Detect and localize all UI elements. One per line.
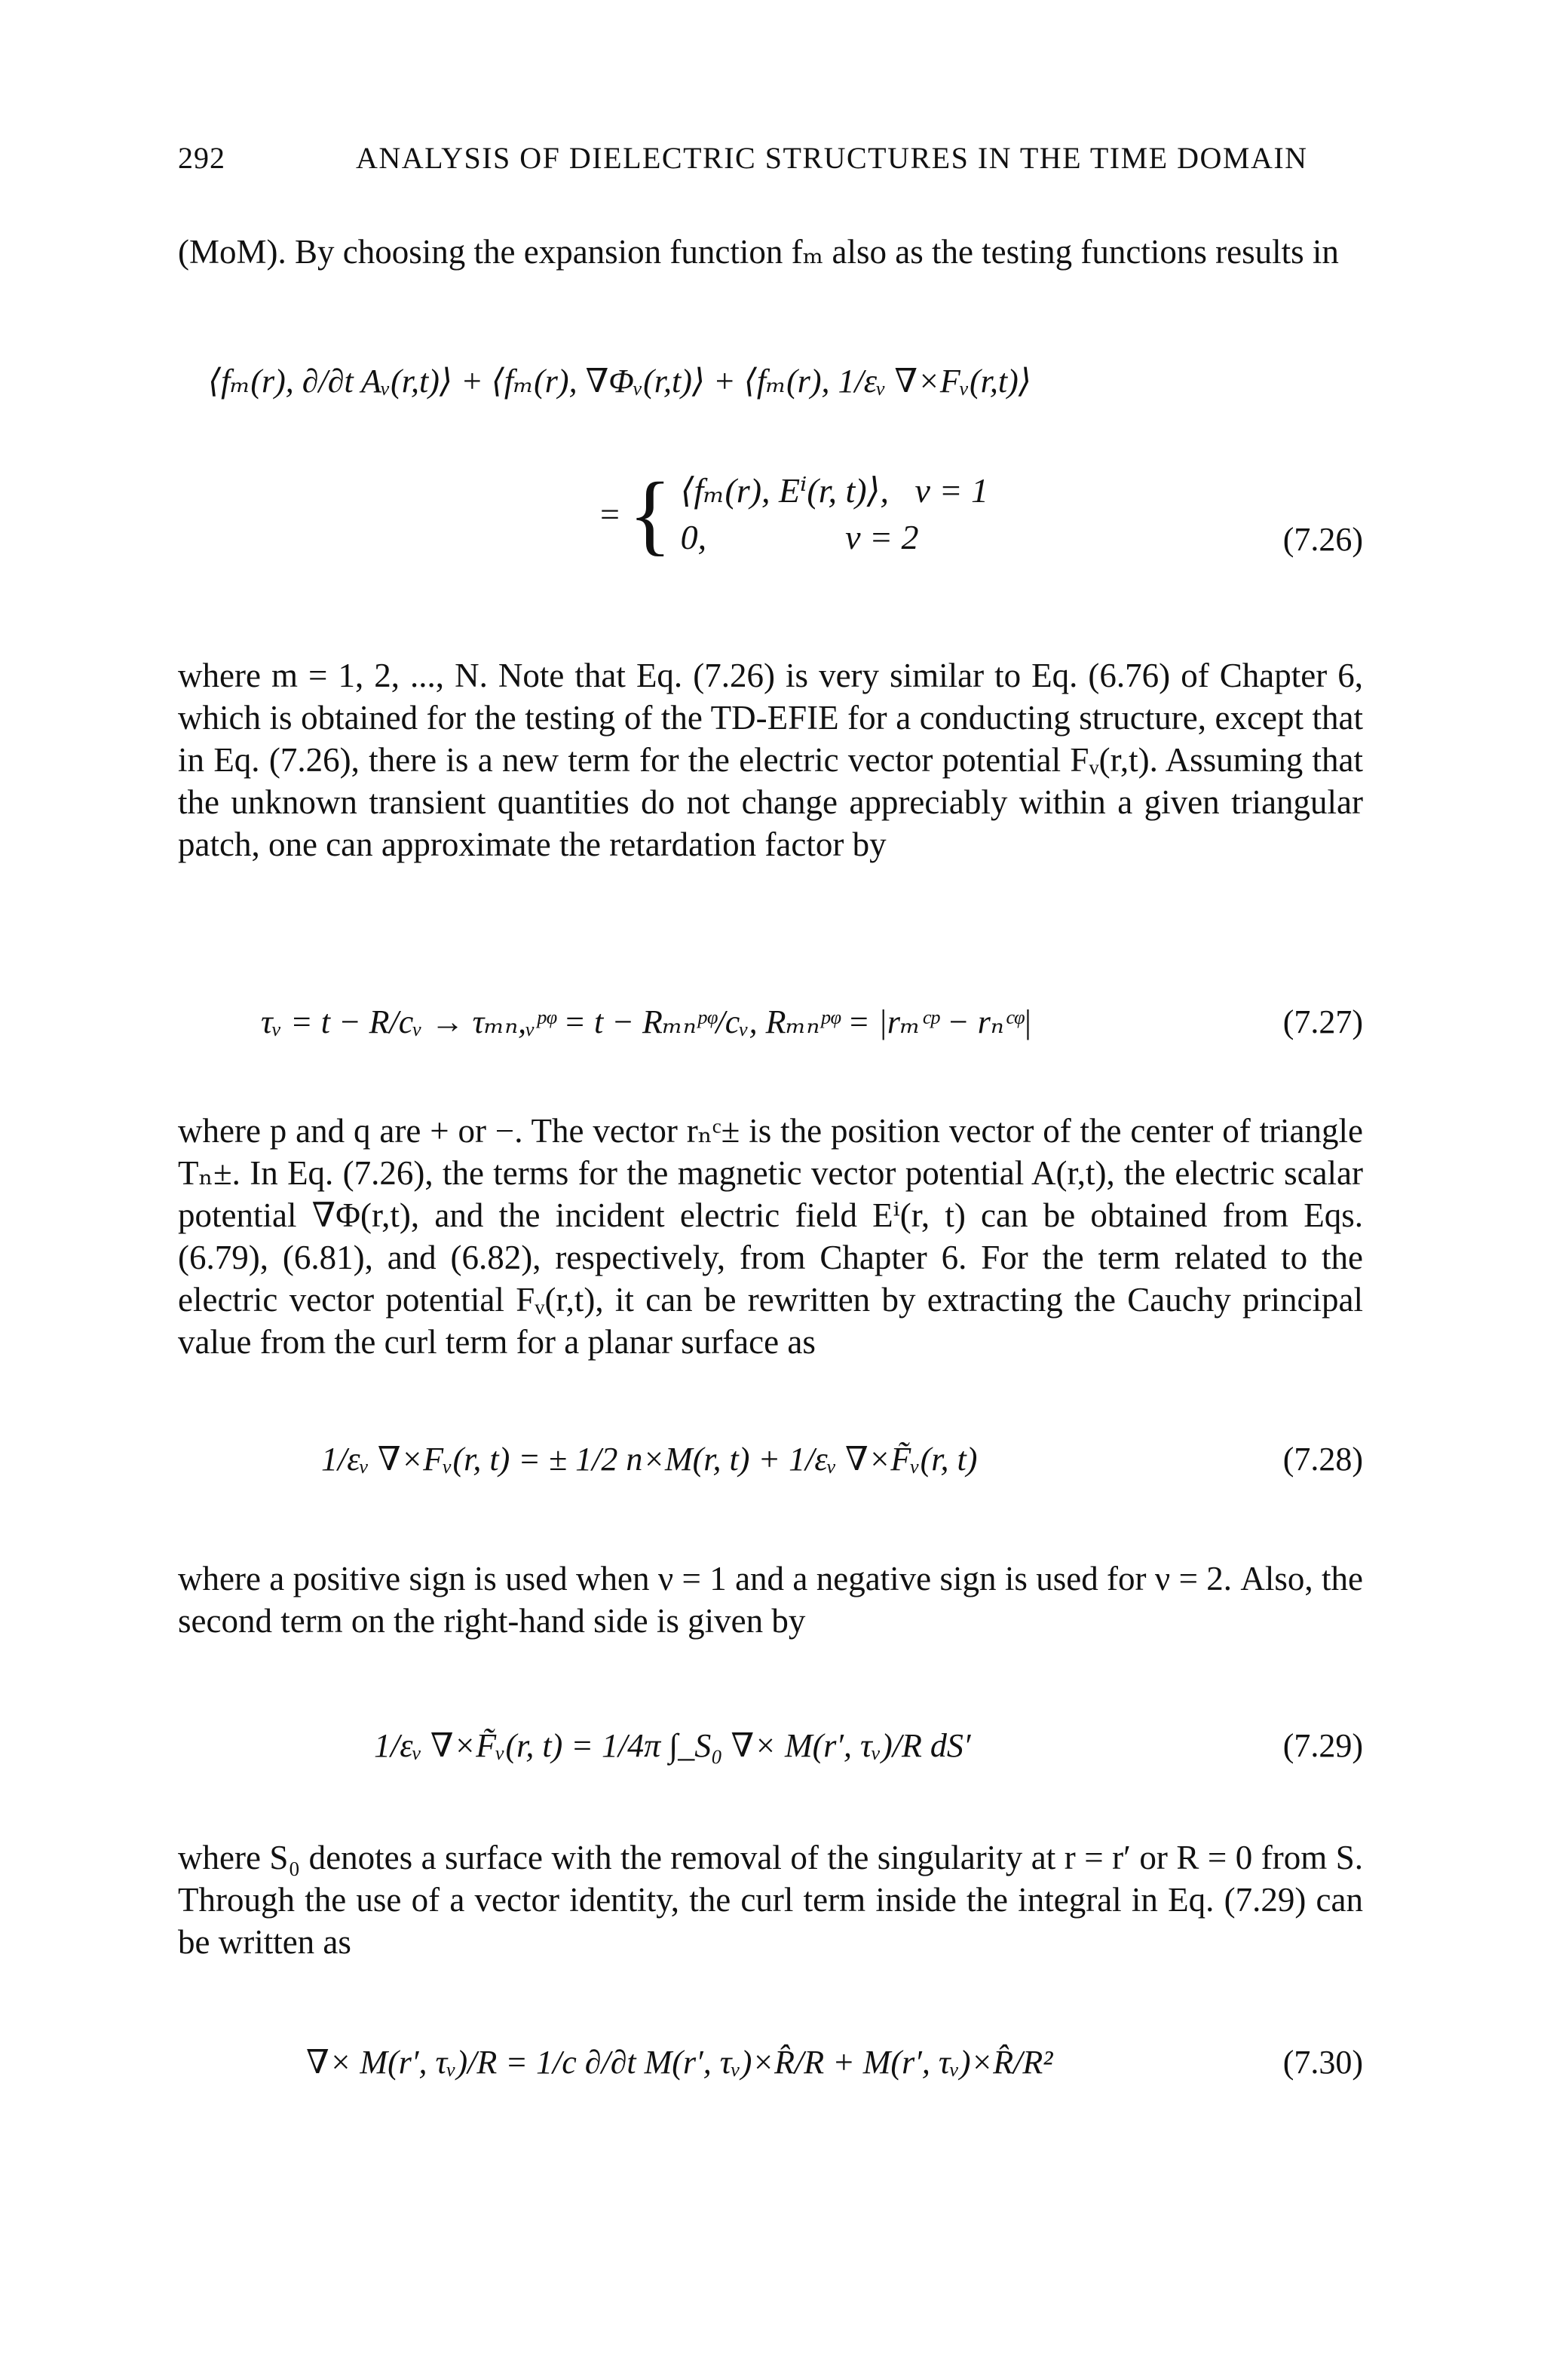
paragraph-intro: (MoM). By choosing the expansion function fₘ also as the testing functions results in <box>178 233 1339 271</box>
paragraph-after-7-26: where m = 1, 2, ..., N. Note that Eq. (7.26) is very similar to Eq. (6.76) of Chapter 6, which is obtained for the testing of the TD-EFIE for a conducting structure, except that in Eq. (7.26), there is a new term for the electric vector potential Fᵥ(r,t). Assuming that the unknown transient quantities do not change appreciably within a given triangular patch, one can approximate the retardation factor by <box>178 657 1363 863</box>
equation-7-26-case-2: 0, ν = 2 <box>680 518 919 556</box>
equation-number: (7.28) <box>1282 1441 1363 1478</box>
equation-7-29 <box>178 1689 1363 1809</box>
equation-7-27 <box>178 973 1363 1078</box>
equation-7-26-lhs: ⟨fₘ(r), ∂/∂t Aᵥ(r,t)⟩ + ⟨fₘ(r), ∇Φᵥ(r,t)⟩ + ⟨fₘ(r), 1/εᵥ ∇×Fᵥ(r,t)⟩ <box>208 363 1031 400</box>
paragraph-after-7-29: where S₀ denotes a surface with the removal of the singularity at r = r′ or R = 0 from S. Through the use of a vector identity, the curl term inside the integral in Eq. (7.29) can be written as <box>178 1839 1363 1961</box>
paragraph-after-7-28: where a positive sign is used when ν = 1 and a negative sign is used for ν = 2. Also, the second term on the right-hand side is given by <box>178 1560 1363 1640</box>
equation-7-29-body: 1/εᵥ ∇×F̃ᵥ(r, t) = 1/4π ∫_S₀ ∇× M(r′, τᵥ)/R dS′ <box>374 1727 971 1764</box>
equation-7-28 <box>178 1410 1363 1515</box>
equation-number: (7.30) <box>1282 2044 1363 2081</box>
equation-7-26-case-1: ⟨fₘ(r), Eⁱ(r, t)⟩, ν = 1 <box>680 471 989 510</box>
equation-7-26-rhs: = { ⟨fₘ(r), Eⁱ(r, t)⟩, ν = 1 0, ν = 2 <box>600 464 989 564</box>
equation-7-30-body: ∇× M(r′, τᵥ)/R = 1/c ∂/∂t M(r′, τᵥ)×R̂/R + M(r′, τᵥ)×R̂/R² <box>306 2044 1053 2081</box>
paragraph-after-7-27: where p and q are + or −. The vector rₙᶜ± is the position vector of the center of triangle Tₙ±. In Eq. (7.26), the terms for the magnetic vector potential A(r,t), the electric scalar potential ∇Φ(r,t), and the incident electric field Eⁱ(r, t) can be obtained from Eqs. (6.79), (6.81), and (6.82), respectively, from Chapter 6. For the term related to the electric vector potential Fᵥ(r,t), it can be rewritten by extracting the Cauchy principal value from the curl term for a planar surface as <box>178 1112 1363 1361</box>
equation-7-27-body: τᵥ = t − R/cᵥ → τₘₙ,ᵥᵖᵠ = t − Rₘₙᵖᵠ/cᵥ, Rₘₙᵖᵠ = |rₘᶜᵖ − rₙᶜᵠ| <box>261 1003 1032 1040</box>
equation-7-30 <box>178 2005 1363 2126</box>
equation-7-26 <box>178 362 1363 603</box>
equation-number: (7.27) <box>1282 1003 1363 1040</box>
page-number: 292 <box>178 141 225 175</box>
equation-7-28-body: 1/εᵥ ∇×Fᵥ(r, t) = ± 1/2 n×M(r, t) + 1/εᵥ ∇×F̃ᵥ(r, t) <box>321 1441 978 1478</box>
equation-number: (7.29) <box>1282 1727 1363 1764</box>
running-title: ANALYSIS OF DIELECTRIC STRUCTURES IN THE TIME DOMAIN <box>356 141 1308 175</box>
equation-number: (7.26) <box>1282 521 1363 558</box>
running-header <box>178 140 1363 178</box>
